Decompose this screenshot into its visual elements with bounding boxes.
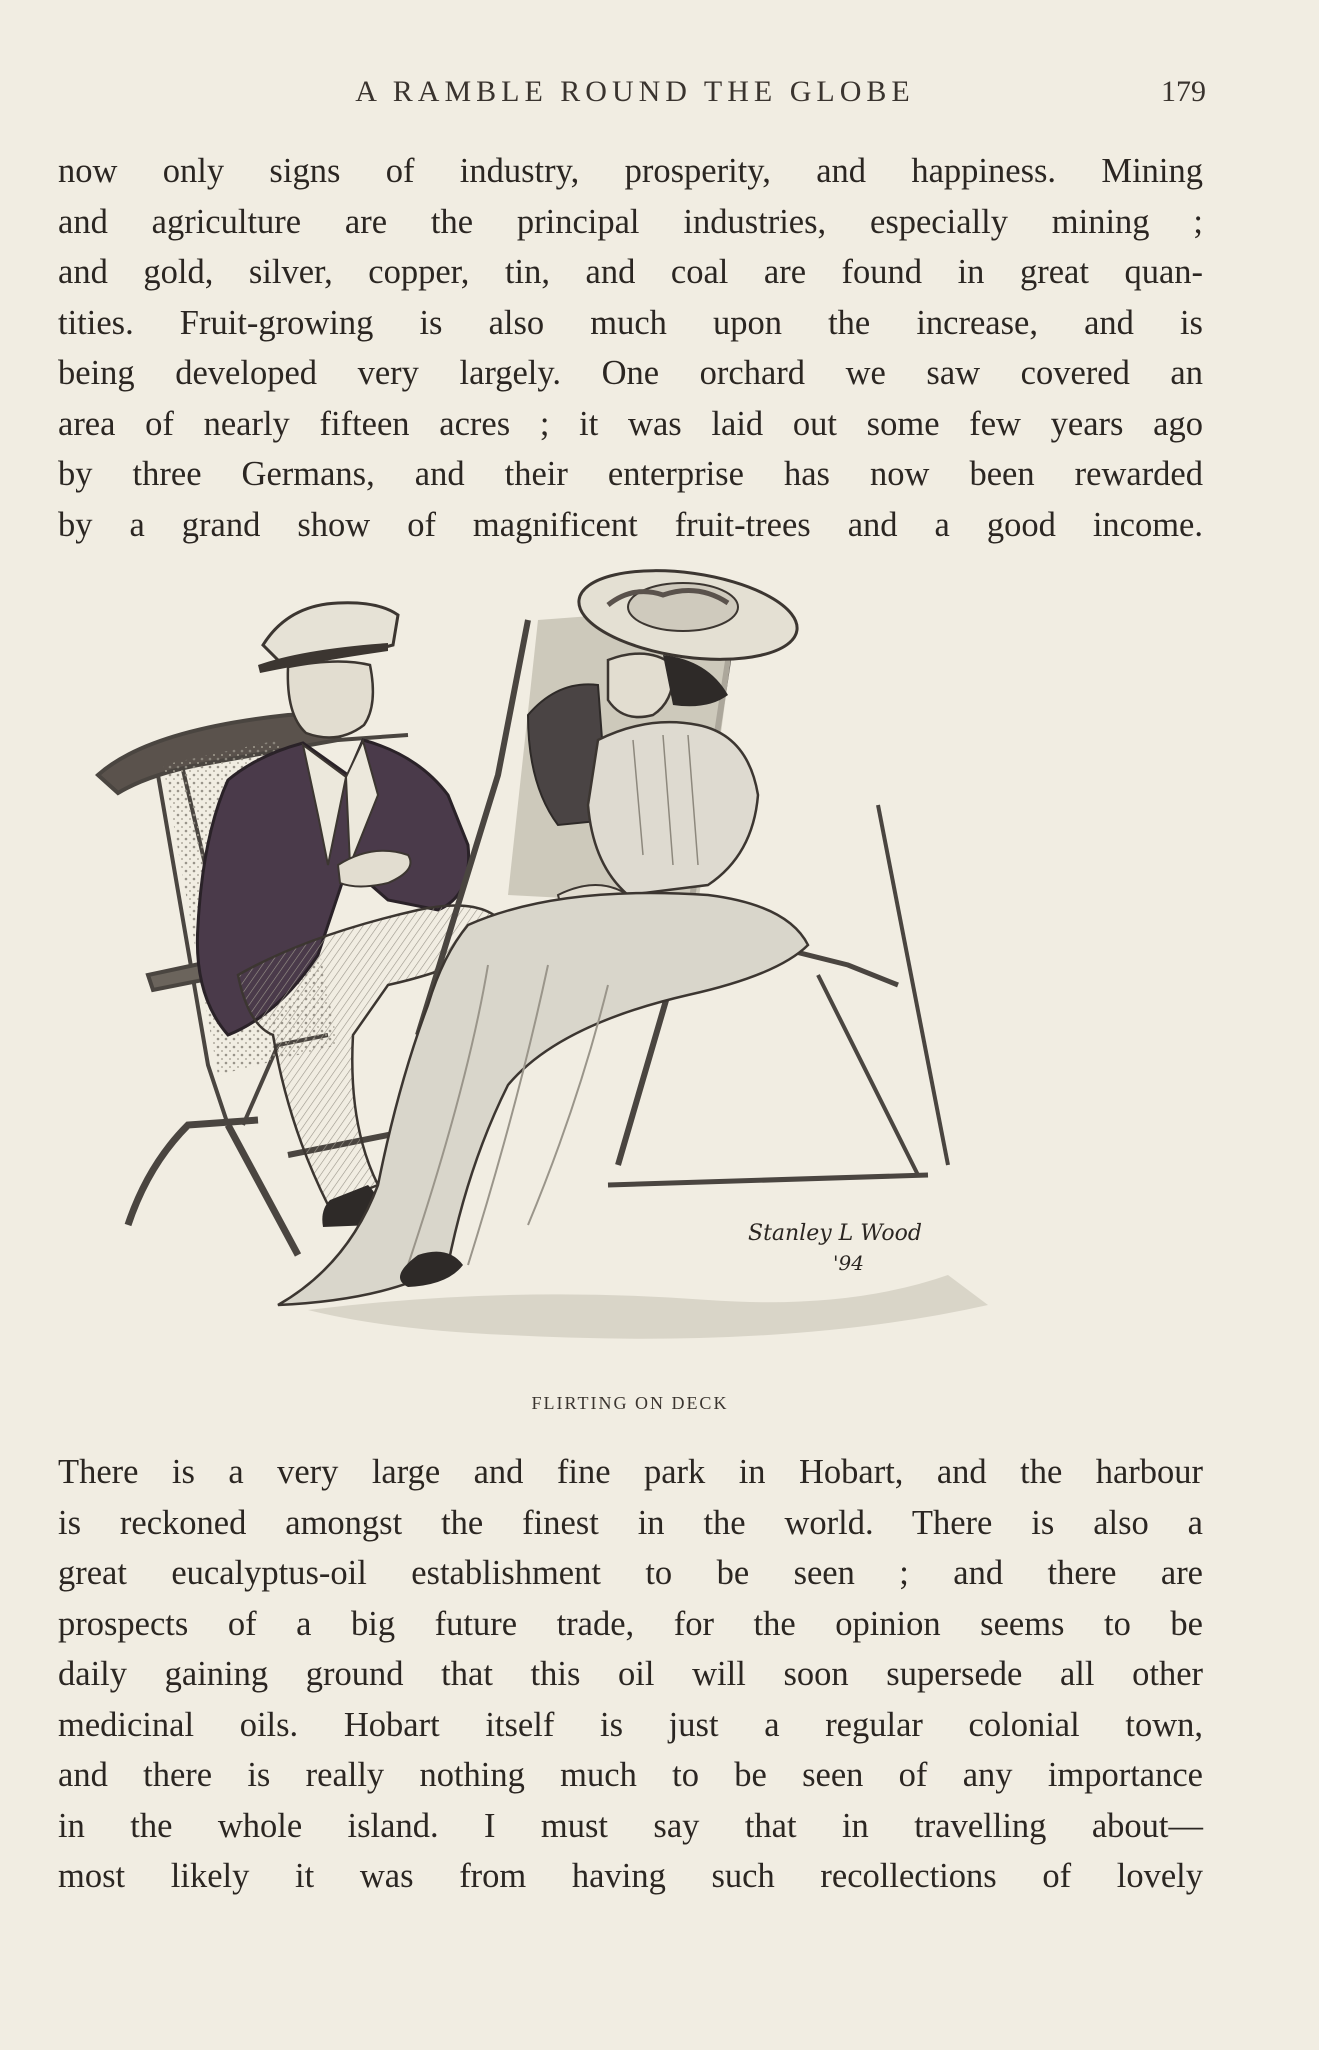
page-number: 179 (1161, 75, 1206, 108)
text-line: medicinal oils. Hobart itself is just a regular colonial town, (58, 1705, 1203, 1744)
text-line: being developed very largely. One orchard we saw covered an (58, 354, 1203, 392)
text-line: area of nearly fifteen acres ; it was laid out some few years ago (58, 404, 1203, 443)
text-line: by three Germans, and their enterprise has now been rewarded (58, 455, 1203, 493)
illustration-flirting-on-deck (88, 565, 1168, 1350)
text-line: is reckoned amongst the finest in the world. There is also a (58, 1503, 1203, 1542)
text-line: and there is really nothing much to be seen of any importance (58, 1756, 1203, 1794)
paragraph-1 (58, 146, 1203, 550)
text-line: great eucalyptus-oil establishment to be seen ; and there are (58, 1554, 1203, 1592)
signature-name: Stanley L Wood (748, 1221, 922, 1246)
text-line: by a grand show of magnificent fruit-trees and a good income. (58, 505, 1203, 544)
text-line: daily gaining ground that this oil will soon supersede all other (58, 1655, 1203, 1693)
paragraph-2 (58, 1447, 1203, 1902)
illustration-caption: FLIRTING ON DECK (531, 1393, 729, 1413)
text-line: in the whole island. I must say that in travelling about— (58, 1806, 1203, 1845)
text-line: and agriculture are the principal industries, especially mining ; (58, 202, 1203, 241)
signature-year: '94 (833, 1251, 864, 1275)
text-line: now only signs of industry, prosperity, and happiness. Mining (58, 152, 1203, 190)
text-line: prospects of a big future trade, for the opinion seems to be (58, 1604, 1203, 1643)
running-head: A RAMBLE ROUND THE GLOBE (355, 75, 915, 108)
artist-signature (748, 1221, 922, 1275)
text-line: most likely it was from having such recollections of lovely (58, 1857, 1203, 1895)
text-line: tities. Fruit-growing is also much upon the increase, and is (58, 303, 1203, 342)
text-line: and gold, silver, copper, tin, and coal are found in great quan- (58, 253, 1203, 291)
text-line: There is a very large and fine park in Hobart, and the harbour (58, 1453, 1203, 1491)
